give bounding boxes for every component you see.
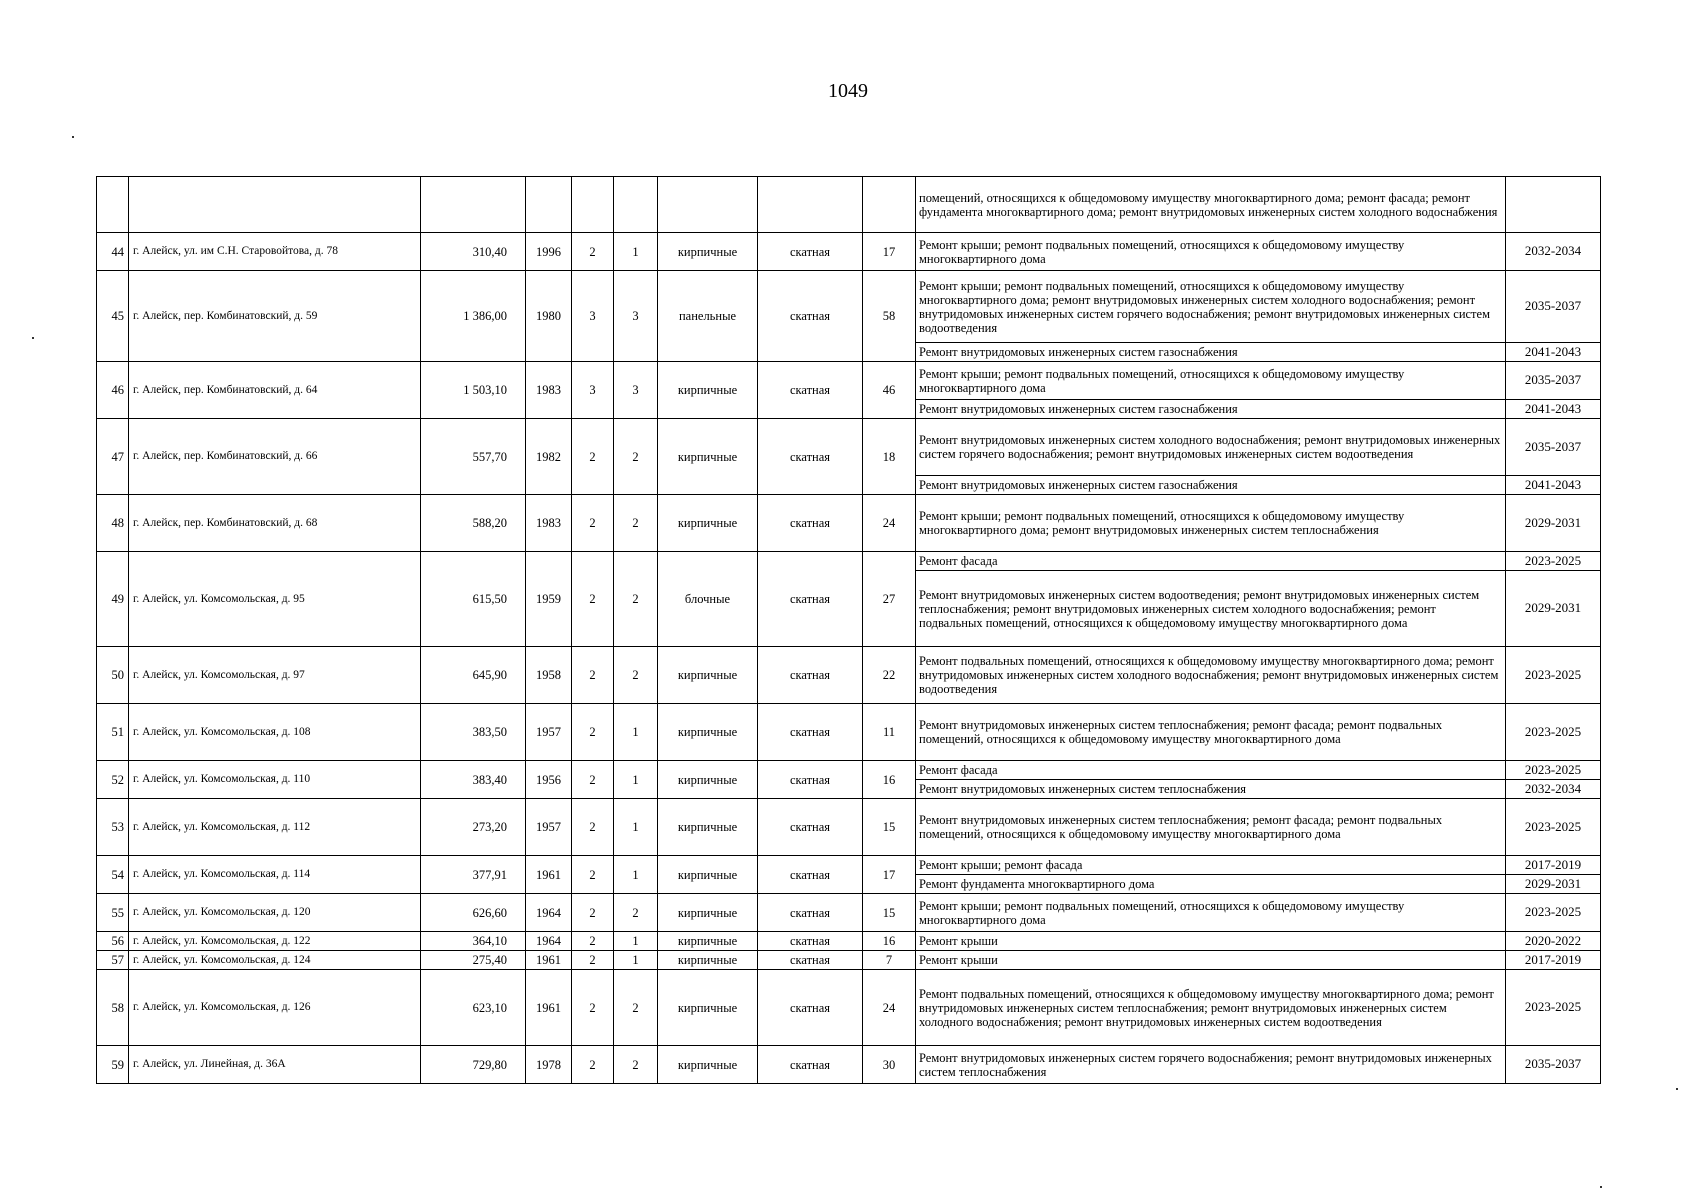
cell-year: 1982 bbox=[526, 419, 572, 495]
cell-address: г. Алейск, ул. Комсомольская, д. 126 bbox=[129, 970, 421, 1046]
cell-no: 47 bbox=[97, 419, 129, 495]
cell-address: г. Алейск, ул. Комсомольская, д. 112 bbox=[129, 799, 421, 856]
table-row bbox=[97, 647, 1601, 704]
cell-area: 557,70 bbox=[421, 419, 526, 495]
table-row bbox=[97, 495, 1601, 552]
cell-area: 364,10 bbox=[421, 932, 526, 951]
cell-residents: 16 bbox=[863, 761, 916, 799]
cell-walls: кирпичные bbox=[658, 799, 758, 856]
cell-year: 1957 bbox=[526, 799, 572, 856]
cell-year: 1983 bbox=[526, 495, 572, 552]
cell-floors: 2 bbox=[572, 761, 614, 799]
table-row bbox=[97, 233, 1601, 271]
cell-year bbox=[526, 177, 572, 233]
cell-roof: скатная bbox=[758, 362, 863, 419]
cell-works: Ремонт внутридомовых инженерных систем холодного водоснабжения; ремонт внутридомовых инженерных систем горячего водоснабжения; ремонт внутридомовых инженерных систем водоотведения bbox=[916, 419, 1506, 476]
cell-entrances: 1 bbox=[614, 761, 658, 799]
cell-floors: 2 bbox=[572, 419, 614, 495]
cell-address: г. Алейск, ул. Комсомольская, д. 110 bbox=[129, 761, 421, 799]
cell-roof: скатная bbox=[758, 951, 863, 970]
scan-speck bbox=[32, 337, 34, 339]
table-row bbox=[97, 704, 1601, 761]
cell-works: Ремонт крыши; ремонт подвальных помещений, относящихся к общедомовому имуществу многоквартирного дома bbox=[916, 894, 1506, 932]
cell-residents: 22 bbox=[863, 647, 916, 704]
cell-no: 54 bbox=[97, 856, 129, 894]
cell-year: 1957 bbox=[526, 704, 572, 761]
cell-area: 1 503,10 bbox=[421, 362, 526, 419]
cell-works: Ремонт крыши; ремонт подвальных помещений, относящихся к общедомовому имуществу многоквартирного дома; ремонт внутридомовых инженерных систем теплоснабжения bbox=[916, 495, 1506, 552]
cell-roof: скатная bbox=[758, 856, 863, 894]
table-row bbox=[97, 799, 1601, 856]
cell-floors: 2 bbox=[572, 951, 614, 970]
cell-entrances: 2 bbox=[614, 552, 658, 647]
cell-works: Ремонт крыши; ремонт подвальных помещений, относящихся к общедомовому имуществу многоквартирного дома; ремонт внутридомовых инженерных систем холодного водоснабжения; ремонт внутридомовых инженерных систем горячего водоснабжения; ремонт внутридомовых инженерных систем водоотведения bbox=[916, 271, 1506, 343]
table-row bbox=[97, 970, 1601, 1046]
cell-walls: кирпичные bbox=[658, 647, 758, 704]
cell-address: г. Алейск, пер. Комбинатовский, д. 66 bbox=[129, 419, 421, 495]
cell-address: г. Алейск, пер. Комбинатовский, д. 68 bbox=[129, 495, 421, 552]
cell-no: 57 bbox=[97, 951, 129, 970]
cell-year: 1964 bbox=[526, 894, 572, 932]
cell-works: Ремонт подвальных помещений, относящихся к общедомовому имуществу многоквартирного дома; ремонт внутридомовых инженерных систем теплоснабжения; ремонт внутридомовых инженерных систем холодного водоснабжения; ремонт внутридомовых инженерных систем водоотведения bbox=[916, 970, 1506, 1046]
cell-entrances: 3 bbox=[614, 271, 658, 362]
cell-address: г. Алейск, ул. Комсомольская, д. 120 bbox=[129, 894, 421, 932]
cell-works: Ремонт внутридомовых инженерных систем горячего водоснабжения; ремонт внутридомовых инженерных систем теплоснабжения bbox=[916, 1046, 1506, 1084]
cell-floors: 2 bbox=[572, 932, 614, 951]
cell-entrances: 2 bbox=[614, 647, 658, 704]
cell-works: Ремонт внутридомовых инженерных систем водоотведения; ремонт внутридомовых инженерных систем теплоснабжения; ремонт внутридомовых инженерных систем холодного водоснабжения; ремонт подвальных помещений, относящихся к общедомовому имуществу многоквартирного дома bbox=[916, 571, 1506, 647]
cell-residents: 58 bbox=[863, 271, 916, 362]
cell-address bbox=[129, 177, 421, 233]
cell-walls: кирпичные bbox=[658, 704, 758, 761]
cell-period: 2041-2043 bbox=[1506, 343, 1601, 362]
cell-residents: 7 bbox=[863, 951, 916, 970]
cell-no: 49 bbox=[97, 552, 129, 647]
cell-no: 45 bbox=[97, 271, 129, 362]
cell-address: г. Алейск, ул. Линейная, д. 36А bbox=[129, 1046, 421, 1084]
cell-period: 2035-2037 bbox=[1506, 419, 1601, 476]
cell-roof: скатная bbox=[758, 799, 863, 856]
cell-period: 2035-2037 bbox=[1506, 271, 1601, 343]
cell-roof: скатная bbox=[758, 970, 863, 1046]
cell-roof bbox=[758, 177, 863, 233]
table-row bbox=[97, 1046, 1601, 1084]
cell-walls: кирпичные bbox=[658, 1046, 758, 1084]
cell-entrances bbox=[614, 177, 658, 233]
cell-area: 588,20 bbox=[421, 495, 526, 552]
cell-address: г. Алейск, ул. Комсомольская, д. 97 bbox=[129, 647, 421, 704]
cell-residents bbox=[863, 177, 916, 233]
cell-roof: скатная bbox=[758, 894, 863, 932]
cell-works: Ремонт подвальных помещений, относящихся к общедомовому имуществу многоквартирного дома; ремонт внутридомовых инженерных систем холодного водоснабжения; ремонт внутридомовых инженерных систем водоотведения bbox=[916, 647, 1506, 704]
cell-address: г. Алейск, ул. Комсомольская, д. 95 bbox=[129, 552, 421, 647]
cell-entrances: 1 bbox=[614, 856, 658, 894]
cell-roof: скатная bbox=[758, 233, 863, 271]
cell-roof: скатная bbox=[758, 761, 863, 799]
cell-year: 1978 bbox=[526, 1046, 572, 1084]
cell-area: 310,40 bbox=[421, 233, 526, 271]
cell-floors: 2 bbox=[572, 970, 614, 1046]
cell-area: 623,10 bbox=[421, 970, 526, 1046]
cell-no: 52 bbox=[97, 761, 129, 799]
cell-entrances: 1 bbox=[614, 951, 658, 970]
cell-walls: кирпичные bbox=[658, 419, 758, 495]
cell-no: 59 bbox=[97, 1046, 129, 1084]
cell-no bbox=[97, 177, 129, 233]
table-row bbox=[97, 419, 1601, 476]
cell-no: 50 bbox=[97, 647, 129, 704]
cell-floors: 2 bbox=[572, 495, 614, 552]
cell-residents: 46 bbox=[863, 362, 916, 419]
cell-walls: кирпичные bbox=[658, 970, 758, 1046]
cell-roof: скатная bbox=[758, 647, 863, 704]
cell-residents: 30 bbox=[863, 1046, 916, 1084]
cell-no: 58 bbox=[97, 970, 129, 1046]
table-row bbox=[97, 761, 1601, 780]
cell-area: 626,60 bbox=[421, 894, 526, 932]
cell-entrances: 2 bbox=[614, 1046, 658, 1084]
table-row bbox=[97, 552, 1601, 571]
cell-period: 2029-2031 bbox=[1506, 875, 1601, 894]
cell-address: г. Алейск, ул. Комсомольская, д. 122 bbox=[129, 932, 421, 951]
cell-works: Ремонт внутридомовых инженерных систем газоснабжения bbox=[916, 476, 1506, 495]
cell-year: 1983 bbox=[526, 362, 572, 419]
cell-entrances: 1 bbox=[614, 932, 658, 951]
cell-works: Ремонт крыши bbox=[916, 951, 1506, 970]
cell-period: 2020-2022 bbox=[1506, 932, 1601, 951]
cell-year: 1959 bbox=[526, 552, 572, 647]
cell-area: 1 386,00 bbox=[421, 271, 526, 362]
cell-roof: скатная bbox=[758, 552, 863, 647]
table-row bbox=[97, 362, 1601, 400]
cell-year: 1996 bbox=[526, 233, 572, 271]
scan-speck bbox=[1600, 1186, 1602, 1188]
cell-address: г. Алейск, ул. Комсомольская, д. 124 bbox=[129, 951, 421, 970]
cell-address: г. Алейск, ул. Комсомольская, д. 108 bbox=[129, 704, 421, 761]
cell-roof: скатная bbox=[758, 1046, 863, 1084]
cell-year: 1958 bbox=[526, 647, 572, 704]
cell-floors: 2 bbox=[572, 704, 614, 761]
cell-entrances: 2 bbox=[614, 495, 658, 552]
cell-walls: блочные bbox=[658, 552, 758, 647]
cell-floors: 2 bbox=[572, 799, 614, 856]
cell-walls: кирпичные bbox=[658, 761, 758, 799]
cell-no: 53 bbox=[97, 799, 129, 856]
cell-no: 56 bbox=[97, 932, 129, 951]
cell-period: 2023-2025 bbox=[1506, 970, 1601, 1046]
table-row bbox=[97, 271, 1601, 343]
cell-works: Ремонт фасада bbox=[916, 552, 1506, 571]
cell-year: 1961 bbox=[526, 951, 572, 970]
cell-walls: кирпичные bbox=[658, 362, 758, 419]
cell-entrances: 2 bbox=[614, 419, 658, 495]
cell-roof: скатная bbox=[758, 495, 863, 552]
cell-period: 2029-2031 bbox=[1506, 571, 1601, 647]
cell-walls bbox=[658, 177, 758, 233]
cell-address: г. Алейск, пер. Комбинатовский, д. 59 bbox=[129, 271, 421, 362]
cell-no: 51 bbox=[97, 704, 129, 761]
cell-roof: скатная bbox=[758, 704, 863, 761]
cell-period: 2032-2034 bbox=[1506, 233, 1601, 271]
cell-period: 2032-2034 bbox=[1506, 780, 1601, 799]
continuation-row bbox=[97, 177, 1601, 233]
cell-residents: 17 bbox=[863, 233, 916, 271]
cell-year: 1964 bbox=[526, 932, 572, 951]
cell-area: 273,20 bbox=[421, 799, 526, 856]
cell-residents: 18 bbox=[863, 419, 916, 495]
cell-floors: 2 bbox=[572, 647, 614, 704]
cell-floors bbox=[572, 177, 614, 233]
cell-works: Ремонт крыши bbox=[916, 932, 1506, 951]
cell-roof: скатная bbox=[758, 419, 863, 495]
housing-repair-table bbox=[96, 176, 1601, 1084]
cell-period: 2023-2025 bbox=[1506, 552, 1601, 571]
cell-area: 645,90 bbox=[421, 647, 526, 704]
table-row bbox=[97, 932, 1601, 951]
cell-area: 383,50 bbox=[421, 704, 526, 761]
cell-works: Ремонт крыши; ремонт подвальных помещений, относящихся к общедомовому имуществу многоквартирного дома bbox=[916, 362, 1506, 400]
table-row bbox=[97, 856, 1601, 875]
cell-floors: 2 bbox=[572, 552, 614, 647]
cell-entrances: 3 bbox=[614, 362, 658, 419]
cell-address: г. Алейск, ул. Комсомольская, д. 114 bbox=[129, 856, 421, 894]
cell-address: г. Алейск, ул. им С.Н. Старовойтова, д. 78 bbox=[129, 233, 421, 271]
cell-floors: 3 bbox=[572, 362, 614, 419]
cell-works: Ремонт внутридомовых инженерных систем газоснабжения bbox=[916, 400, 1506, 419]
cell-walls: кирпичные bbox=[658, 932, 758, 951]
cell-works: Ремонт крыши; ремонт фасада bbox=[916, 856, 1506, 875]
cell-residents: 24 bbox=[863, 970, 916, 1046]
cell-residents: 15 bbox=[863, 799, 916, 856]
cell-period: 2023-2025 bbox=[1506, 647, 1601, 704]
cell-period: 2041-2043 bbox=[1506, 476, 1601, 495]
table-row bbox=[97, 951, 1601, 970]
cell-area: 275,40 bbox=[421, 951, 526, 970]
cell-no: 48 bbox=[97, 495, 129, 552]
cell-walls: кирпичные bbox=[658, 894, 758, 932]
cell-entrances: 1 bbox=[614, 799, 658, 856]
cell-walls: кирпичные bbox=[658, 233, 758, 271]
cell-works: Ремонт фасада bbox=[916, 761, 1506, 780]
table-row bbox=[97, 894, 1601, 932]
cell-period bbox=[1506, 177, 1601, 233]
cell-no: 44 bbox=[97, 233, 129, 271]
cell-period: 2017-2019 bbox=[1506, 856, 1601, 875]
cell-entrances: 2 bbox=[614, 970, 658, 1046]
cell-entrances: 1 bbox=[614, 704, 658, 761]
cell-period: 2023-2025 bbox=[1506, 761, 1601, 780]
cell-period: 2017-2019 bbox=[1506, 951, 1601, 970]
cell-period: 2041-2043 bbox=[1506, 400, 1601, 419]
cell-works: Ремонт внутридомовых инженерных систем газоснабжения bbox=[916, 343, 1506, 362]
cell-no: 46 bbox=[97, 362, 129, 419]
cell-works: Ремонт внутридомовых инженерных систем теплоснабжения; ремонт фасада; ремонт подвальных помещений, относящихся к общедомовому имуществу многоквартирного дома bbox=[916, 799, 1506, 856]
cell-address: г. Алейск, пер. Комбинатовский, д. 64 bbox=[129, 362, 421, 419]
cell-period: 2023-2025 bbox=[1506, 894, 1601, 932]
cell-area: 729,80 bbox=[421, 1046, 526, 1084]
cell-year: 1961 bbox=[526, 970, 572, 1046]
cell-area: 615,50 bbox=[421, 552, 526, 647]
cell-roof: скатная bbox=[758, 932, 863, 951]
cell-period: 2023-2025 bbox=[1506, 704, 1601, 761]
cell-residents: 15 bbox=[863, 894, 916, 932]
cell-works: Ремонт внутридомовых инженерных систем теплоснабжения bbox=[916, 780, 1506, 799]
cell-year: 1956 bbox=[526, 761, 572, 799]
cell-period: 2035-2037 bbox=[1506, 362, 1601, 400]
cell-year: 1980 bbox=[526, 271, 572, 362]
page-number: 1049 bbox=[828, 80, 868, 102]
cell-no: 55 bbox=[97, 894, 129, 932]
cell-period: 2029-2031 bbox=[1506, 495, 1601, 552]
cell-works: Ремонт крыши; ремонт подвальных помещений, относящихся к общедомовому имуществу многоквартирного дома bbox=[916, 233, 1506, 271]
scan-speck bbox=[1676, 1088, 1678, 1090]
cell-residents: 27 bbox=[863, 552, 916, 647]
cell-walls: кирпичные bbox=[658, 951, 758, 970]
table-body bbox=[97, 177, 1601, 1084]
cell-area bbox=[421, 177, 526, 233]
cell-works: помещений, относящихся к общедомовому имуществу многоквартирного дома; ремонт фасада; ремонт фундамента многоквартирного дома; ремонт внутридомовых инженерных систем холодного водоснабжения bbox=[916, 177, 1506, 233]
cell-entrances: 2 bbox=[614, 894, 658, 932]
cell-works: Ремонт фундамента многоквартирного дома bbox=[916, 875, 1506, 894]
cell-floors: 2 bbox=[572, 894, 614, 932]
scan-speck bbox=[72, 136, 74, 138]
cell-residents: 11 bbox=[863, 704, 916, 761]
cell-walls: панельные bbox=[658, 271, 758, 362]
cell-period: 2023-2025 bbox=[1506, 799, 1601, 856]
cell-residents: 24 bbox=[863, 495, 916, 552]
cell-entrances: 1 bbox=[614, 233, 658, 271]
cell-floors: 2 bbox=[572, 233, 614, 271]
cell-residents: 17 bbox=[863, 856, 916, 894]
cell-walls: кирпичные bbox=[658, 856, 758, 894]
cell-works: Ремонт внутридомовых инженерных систем теплоснабжения; ремонт фасада; ремонт подвальных помещений, относящихся к общедомовому имуществу многоквартирного дома bbox=[916, 704, 1506, 761]
cell-floors: 2 bbox=[572, 856, 614, 894]
cell-roof: скатная bbox=[758, 271, 863, 362]
cell-period: 2035-2037 bbox=[1506, 1046, 1601, 1084]
cell-area: 383,40 bbox=[421, 761, 526, 799]
cell-year: 1961 bbox=[526, 856, 572, 894]
cell-floors: 2 bbox=[572, 1046, 614, 1084]
cell-residents: 16 bbox=[863, 932, 916, 951]
cell-walls: кирпичные bbox=[658, 495, 758, 552]
cell-floors: 3 bbox=[572, 271, 614, 362]
cell-area: 377,91 bbox=[421, 856, 526, 894]
